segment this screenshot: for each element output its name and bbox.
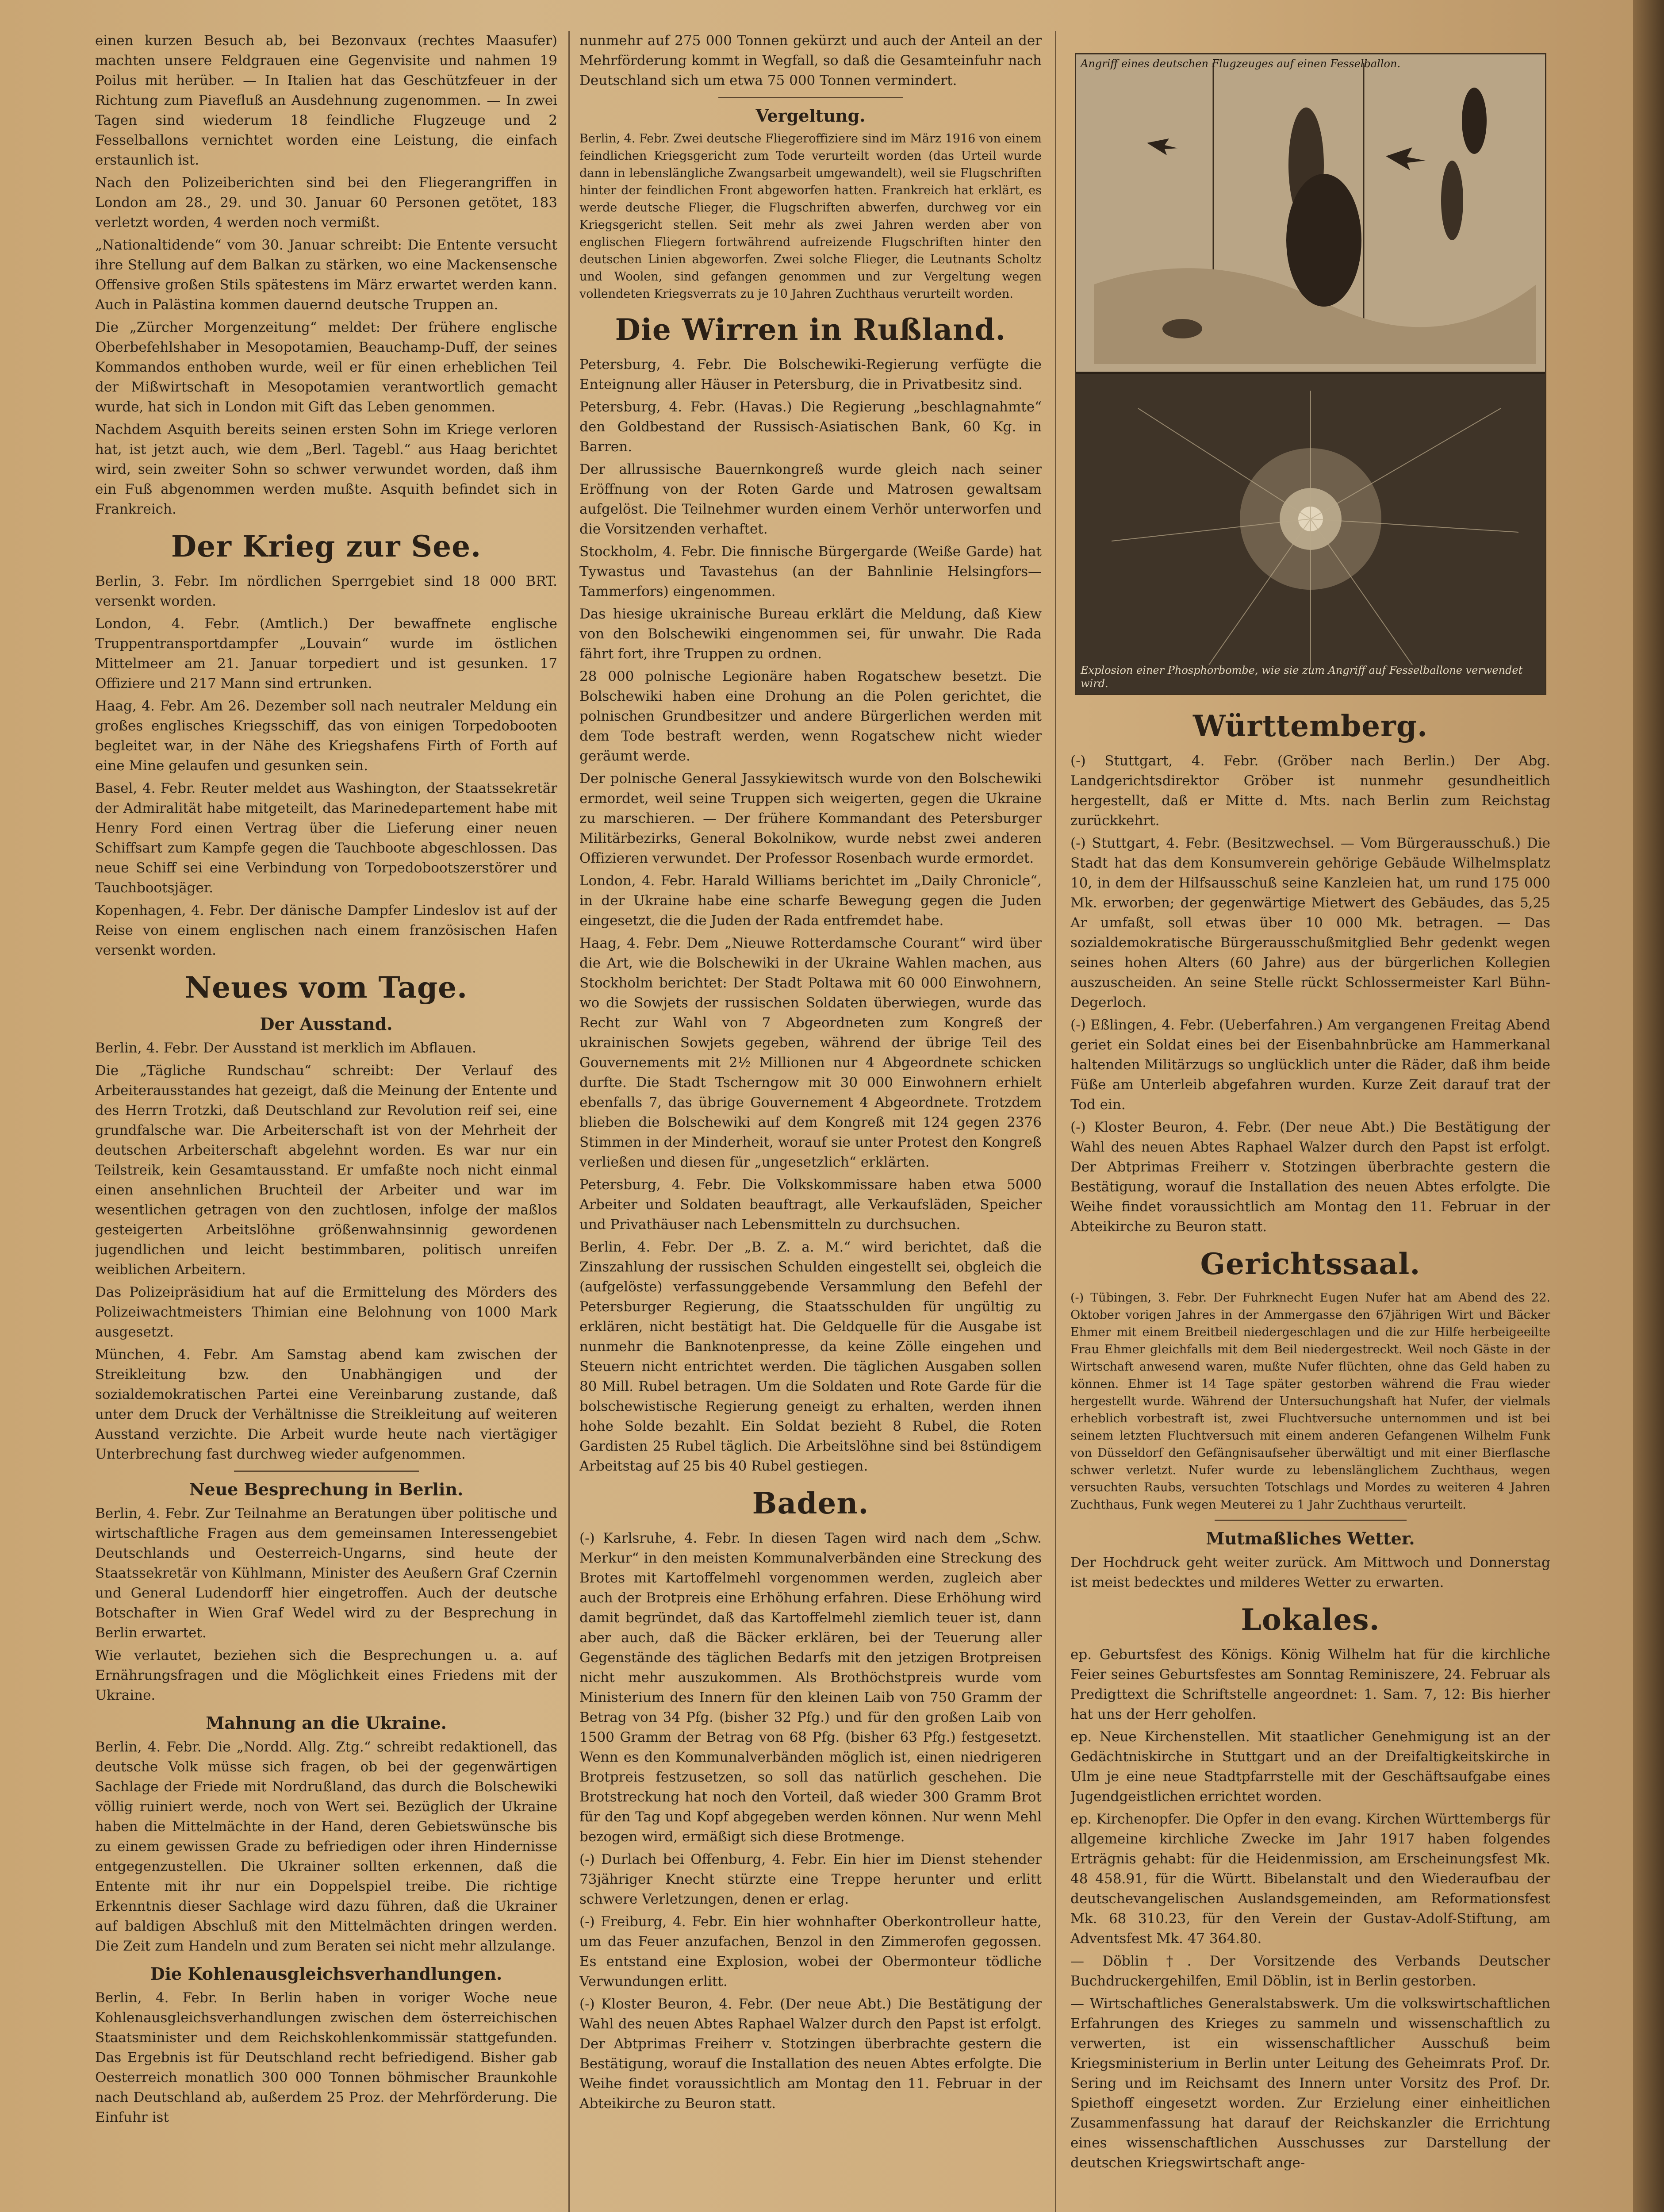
article-paragraph: Berlin, 4. Febr. Der Ausstand ist merklich im Abflauen. [95,1040,476,1056]
divider [1215,1520,1407,1521]
illustration-caption: Explosion einer Phosphorbombe, wie sie zum Angriff auf Fesselballone verwendet wird. [1081,664,1523,690]
article-paragraph: ep. Geburtsfest des Königs. König Wilhelm hat für die kirchliche Feier seines Geburtsfestes am Sonntag Reminiszere, 24. Februar als Predigttext die Schriftstelle angeordnet: 1. Sam. 7, 12: Bis hierher hat uns der Herr geholfen. [1070,1647,1550,1722]
illustration-caption: Angriff eines deutschen Flugzeuges auf einen Fesselballon. [1081,58,1401,70]
article-paragraph: Berlin, 4. Febr. Zur Teilnahme an Beratungen über politische und wirtschaftliche Fragen aus dem gemeinsamen Interessengebiet Deutschlands und Oesterreich-Ungarns, sind heute der Staatssekretär von Kühlmann, Minister des Aeußern Graf Czernin und General Ludendorff hier eingetroffen. Auch der deutsche Botschafter in Wien Graf Wedel wird zu der Besprechung in Berlin erwartet. [95,1505,557,1641]
article-paragraph: Der Hochdruck geht weiter zurück. Am Mittwoch und Donnerstag ist meist bedecktes und milderes Wetter zu erwarten. [1070,1555,1550,1590]
article-paragraph: Kopenhagen, 4. Febr. Der dänische Dampfer Lindeslov ist auf der Reise von einem englischen nach einem französischen Hafen versenkt worden. [95,902,557,958]
article-paragraph: Nach den Polizeiberichten sind bei den Fliegerangriffen in London am 28., 29. und 30. Januar 60 Personen getötet, 183 verletzt worden, 4 werden noch vermißt. [95,175,557,230]
column-rule [568,31,570,2212]
column-3 [1070,699,1550,2212]
article-paragraph: Die „Tägliche Rundschau“ schreibt: Der Verlauf des Arbeiterausstandes hat gezeigt, daß die Meinung der Entente und des Herrn Trotzki, daß Deutschland zur Revolution reif sei, eine grundfalsche war. Die Arbeiterschaft ist von der Mehrheit der deutschen Arbeiterschaft abgelehnt worden. Es war nur ein Teilstreik, kein Gesamtausstand. Er umfaßte noch nicht einmal einen ansehnlichen Bruchteil der Arbeiter und war im wesentlichen getragen von den zuchtlosen, infolge der maßlos gesteigerten Arbeitslöhne größenwahnsinnig gewordenen jugendlichen und leicht bestimmbaren, politisch unreifen weiblichen Arbeitern. [95,1063,557,1278]
article-paragraph: Berlin, 4. Febr. Der „B. Z. a. M.“ wird berichtet, daß die Zinszahlung der russischen Schulden eingestellt sei, obgleich die (aufgelöste) verfassunggebende Versammlung den Befehl der Petersburger Regierung, die Staatsschulden für ungültig zu erklären, nicht bestätigt hat. Die Geldquelle für die Ausgabe ist nunmehr die Banknotenpresse, da keine Zölle eingehen und Steuern nicht entrichtet werden. Die täglichen Ausgaben sollen 80 Mill. Rubel betragen. Um die Soldaten und Rote Garde für die bolschewistische Regierung geneigt zu erhalten, werden ihnen hohe Solde bezahlt. Ein Soldat bezieht 8 Rubel, die Roten Gardisten 25 Rubel täglich. Die Arbeitslöhne sind bei 8stündigem Arbeitstag auf 25 bis 40 Rubel gestiegen. [579,1239,1042,1474]
section-heading: Neues vom Tage. [184,970,468,1005]
article-paragraph: Stockholm, 4. Febr. Die finnische Bürgergarde (Weiße Garde) hat Tywastus und Tavastehus (an der Bahnlinie Helsingfors—Tammerfors) eingenommen. [579,544,1042,599]
article-paragraph: Berlin, 4. Febr. Die „Nordd. Allg. Ztg.“ schreibt redaktionell, das deutsche Volk müsse sich fragen, ob bei der gegenwärtigen Sachlage der Friede mit Nordrußland, das durch die Bolschewiki völlig ruiniert werde, noch von Wert sei. Bezüglich der Ukraine haben die Mittelmächte in der Hand, deren Gebietswünsche bis zu einem gewissen Grade zu befriedigen oder ihren Hindernisse entgegenzustellen. Die Ukrainer sollten erkennen, daß die Entente mit ihr nur ein Doppelspiel treibe. Die richtige Erkenntnis dieser Sachlage wird dazu führen, daß die Ukrainer auf baldigen Abschluß mit den Mittelmächten dringen werden. Die Zeit zum Handeln und zum Beraten sei nicht mehr allzulange. [95,1739,557,1954]
sub-heading: Mahnung an die Ukraine. [206,1713,447,1733]
article-paragraph: (-) Durlach bei Offenburg, 4. Febr. Ein hier im Dienst stehender 73jähriger Knecht stürzte eine Treppe herunter und erlitt schwere Verletzungen, denen er erlag. [579,1851,1042,1907]
article-paragraph: (-) Kloster Beuron, 4. Febr. (Der neue Abt.) Die Bestätigung der Wahl des neuen Abtes Raphael Walzer durch den Papst ist erfolgt. Der Abtprimas Freiherr v. Stotzingen überbrachte gestern die Bestätigung, worauf die Installation des neuen Abtes erfolgte. Die Weihe findet voraussichtlich am Montag den 11. Februar in der Abteikirche zu Beuron statt. [579,1996,1042,2112]
article-paragraph: ep. Neue Kirchenstellen. Mit staatlicher Genehmigung ist an der Gedächtniskirche in Stuttgart und an der Dreifaltigkeitskirche in Ulm je eine neue Stadtpfarrstelle mit der Geschäftsaufgabe eines Jugendgeistlichen errichtet worden. [1070,1729,1550,1805]
article-paragraph: Die „Zürcher Morgenzeitung“ meldet: Der frühere englische Oberbefehlshaber in Mesopotamien, Beauchamp-Duff, der seines Kommandos enthoben wurde, weil er für einen erheblichen Teil der Mißwirtschaft in Mesopotamien verantwortlich gemacht wurde, hat sich in London mit Gift das Leben genommen. [95,319,557,415]
sub-heading: Neue Besprechung in Berlin. [189,1479,464,1499]
article-paragraph: nunmehr auf 275 000 Tonnen gekürzt und auch der Anteil an der Mehrförderung kommt in Wegfall, so daß die Gesamteinfuhr nach Deutschland sich um etwa 75 000 Tonnen vermindert. [579,33,1042,88]
article-paragraph: (-) Eßlingen, 4. Febr. (Ueberfahren.) Am vergangenen Freitag Abend geriet ein Soldat eines bei der Eisenbahnbrücke am Hammerkanal haltenden Militärzugs so unglücklich unter die Räder, daß ihm beide Füße am Unterleib abgefahren wurden. Kurze Zeit darauf trat der Tod ein. [1070,1017,1550,1113]
illustration-image [1076,54,1545,694]
article-paragraph: Das Polizeipräsidium hat auf die Ermittelung des Mörders des Polizeiwachtmeisters Thimian eine Belohnung von 1000 Mark ausgesetzt. [95,1284,557,1340]
article-paragraph: Nachdem Asquith bereits seinen ersten Sohn im Kriege verloren hat, ist jetzt auch, wie dem „Berl. Tagebl.“ aus Haag berichtet wird, sein zweiter Sohn so schwer verwundet worden, daß ihm ein Fuß abgenommen werden mußte. Asquith befindet sich in Frankreich. [95,422,557,517]
article-paragraph: — Döblin †. Der Vorsitzende des Verbands Deutscher Buchdruckergehilfen, Emil Döblin, ist in Berlin gestorben. [1070,1953,1550,1989]
article-paragraph: — Wirtschaftliches Generalstabswerk. Um die volkswirtschaftlichen Erfahrungen des Krieges zu sammeln und wissenschaftlich zu verwerten, ist ein wissenschaftlicher Ausschuß beim Kriegsministerium in Berlin unter Leitung des Geheimrats Prof. Dr. Sering und im Reichsamt des Innern unter Vorsitz des Prof. Dr. Spiethoff eingesetzt worden. Zur Erzielung einer einheitlichen Zusammenfassung hat darauf der Reichskanzler die Errichtung eines wissenschaftlichen Ausschusses zur Darstellung der deutschen Kriegswirtschaft ange- [1070,1996,1550,2171]
article-paragraph: Der polnische General Jassykiewitsch wurde von den Bolschewiki ermordet, weil seine Truppen sich weigerten, gegen die Ukraine zu marschieren. — Der frühere Kommandant des Petersburger Militärbezirks, General Bokolnikow, wurde nebst zwei anderen Offizieren verwundet. Der Professor Rosenbach wurde ermordet. [579,771,1042,866]
section-heading: Die Wirren in Rußland. [615,312,1006,347]
article-paragraph: Das hiesige ukrainische Bureau erklärt die Meldung, daß Kiew von den Bolschewiki eingenommen sei, für unwahr. Die Rada fährt fort, ihre Truppen zu ordnen. [579,606,1042,662]
article-paragraph: Petersburg, 4. Febr. (Havas.) Die Regierung „beschlagnahmte“ den Goldbestand der Russisch-Asiatischen Bank, 60 Kg. in Barren. [579,399,1042,455]
column-2 [579,31,1042,2212]
article-paragraph: (-) Freiburg, 4. Febr. Ein hier wohnhafter Oberkontrolleur hatte, um das Feuer anzufachen, Benzol in den Zimmerofen gegossen. Es entstand eine Explosion, wobei der Obermonteur tödliche Verwundungen erlitt. [579,1914,1042,1989]
illustration [1075,53,1546,695]
article-paragraph: London, 4. Febr. (Amtlich.) Der bewaffnete englische Truppentransportdampfer „Louvain“ wurde im östlichen Mittelmeer am 21. Januar torpediert und ist gesunken. 17 Offiziere und 217 Mann sind ertrunken. [95,616,557,691]
section-heading: Württemberg. [1192,709,1428,743]
article-paragraph: Berlin, 3. Febr. Im nördlichen Sperrgebiet sind 18 000 BRT. versenkt worden. [95,573,557,609]
article-paragraph: einen kurzen Besuch ab, bei Bezonvaux (rechtes Maasufer) machten unsere Feldgrauen eine Gegenvisite und nahmen 19 Poilus mit herüber. — In Italien hat das Geschützfeuer in der Richtung zum Piavefluß an Ausdehnung zugenommen. — In zwei Tagen sind wiederum 18 feindliche Flugzeuge und 2 Fesselballons vernichtet worden eine Leistung, die einfach erstaunlich ist. [95,33,557,168]
article-paragraph: (-) Kloster Beuron, 4. Febr. (Der neue Abt.) Die Bestätigung der Wahl des neuen Abtes Raphael Walzer durch den Papst ist erfolgt. Der Abtprimas Freiherr v. Stotzingen überbrachte gestern die Bestätigung, worauf die Installation des neuen Abtes erfolgte. Die Weihe findet voraussichtlich am Montag den 11. Februar in der Abteikirche zu Beuron statt. [1070,1119,1550,1235]
article-paragraph: ep. Kirchenopfer. Die Opfer in den evang. Kirchen Württembergs für allgemeine kirchliche Zwecke im Jahr 1917 haben folgendes Erträgnis gehabt: für die Heidenmission, am Erscheinungsfest Mk. 48 458.91, für die Württ. Bibelanstalt und den Wiederaufbau der deutschevangelischen Auslandsgemeinden, am Reformationsfest Mk. 68 310.23, für den Verein der Gustav-Adolf-Stiftung, am Adventsfest Mk. 47 364.80. [1070,1811,1550,1947]
article-paragraph: Der allrussische Bauernkongreß wurde gleich nach seiner Eröffnung von der Roten Garde und Matrosen gewaltsam aufgelöst. Die Teilnehmer wurden einem Verhör unterworfen und die Vorsitzenden verhaftet. [579,461,1042,537]
article-paragraph: „Nationaltidende“ vom 30. Januar schreibt: Die Entente versucht ihre Stellung auf dem Balkan zu stärken, wo eine Mackensensche Offensive großen Stils spätestens im März erwartet werden kann. Auch in Palästina kommen dauernd deutsche Truppen an. [95,237,557,313]
article-paragraph: Wie verlautet, beziehen sich die Besprechungen u. a. auf Ernährungsfragen und die Möglichkeit eines Friedens mit der Ukraine. [95,1647,557,1703]
divider [234,1471,419,1472]
sub-heading: Die Kohlenausgleichsverhandlungen. [150,1964,502,1984]
sub-heading: Vergeltung. [755,106,866,126]
article-paragraph: Petersburg, 4. Febr. Die Volkskommissare haben etwa 5000 Arbeiter und Soldaten beauftragt, alle Verkaufsläden, Speicher und Privathäuser nach Lebensmitteln zu durchsuchen. [579,1177,1042,1233]
section-heading: Lokales. [1241,1602,1380,1637]
article-paragraph: (-) Karlsruhe, 4. Febr. In diesen Tagen wird nach dem „Schw. Merkur“ in den meisten Kommunalverbänden eine Streckung des Brotes mit Kartoffelmehl vorgenommen werden, zugleich aber auch der Brotpreis eine Erhöhung erfahren. Diese Erhöhung wird damit begründet, daß das Kartoffelmehl ziemlich teuer ist, dann aber auch, daß die Bäcker erklären, bei der Teuerung aller Gegenstände des täglichen Bedarfs mit den jetzigen Brotpreisen nicht mehr auszukommen. Als Brothöchstpreis wurde vom Ministerium des Innern für den kleinen Laib von 750 Gramm der Betrag von 34 Pfg. (bisher 32 Pfg.) und für den großen Laib von 1500 Gramm der Betrag von 68 Pfg. (bisher 63 Pfg.) festgesetzt. Wenn es den Kommunalverbänden möglich ist, einen niedrigeren Brotpreis festzusetzen, so soll das natürlich geschehen. Die Brotstreckung hat noch den Vorteil, daß wieder 300 Gramm Brot für den Tag und Kopf abgegeben werden können. Nur wenn Mehl bezogen wird, ermäßigt sich diese Brotmenge. [579,1530,1042,1845]
article-paragraph: Petersburg, 4. Febr. Die Bolschewiki-Regierung verfügte die Enteignung aller Häuser in Petersburg, die in Privatbesitz sind. [579,357,1042,392]
article-paragraph: Berlin, 4. Febr. In Berlin haben in voriger Woche neue Kohlenausgleichsverhandlungen zwischen dem österreichischen Staatsminister und dem Reichskohlenkommissär stattgefunden. Das Ergebnis ist für Deutschland recht befriedigend. Bisher gab Oesterreich monatlich 300 000 Tonnen böhmischer Braunkohle nach Deutschland ab, außerdem 25 Proz. der Mehrförderung. Die Einfuhr ist [95,1990,557,2125]
article-paragraph: (-) Tübingen, 3. Febr. Der Fuhrknecht Eugen Nufer hat am Abend des 22. Oktober vorigen Jahres in der Ammergasse den 67jährigen Wirt und Bäcker Ehmer mit einem Breitbeil niedergeschlagen und die zur Hilfe herbeigeeilte Frau Ehmer gleichfalls mit dem Beil niedergestreckt. Weil noch Gäste in der Wirtschaft anwesend waren, mußte Nufer flüchten, ohne das Geld haben zu können. Ehmer ist 14 Tage später gestorben während die Frau wieder hergestellt wurde. Während der Untersuchungshaft hat Nufer, der vielmals erheblich vorbestraft ist, zwei Fluchtversuche unternommen und ist bei seinem letzten Fluchtversuch mit einem anderen Gefangenen Wilhelm Funk von Düsseldorf den Gefängnisaufseher überwältigt und mit einer Bierflasche schwer verletzt. Nufer wurde zu lebenslänglichem Zuchthaus, wegen versuchten Raubs, versuchten Totschlags und Mordes zu weiteren 4 Jahren Zuchthaus, Funk wegen Meuterei zu 1 Jahr Zuchthaus verurteilt. [1070,1291,1550,1512]
column-1 [95,31,557,2212]
article-paragraph: Haag, 4. Febr. Dem „Nieuwe Rotterdamsche Courant“ wird über die Art, wie die Bolschewiki in der Ukraine Wahlen machen, aus Stockholm berichtet: Der Stadt Poltawa mit 60 000 Einwohnern, wo die Sowjets der russischen Soldaten überwiegen, wurde das Recht zur Wahl von 7 Abgeordneten zum Kongreß der ukrainischen Sowjets gegeben, während der übrige Teil des Gouvernements mit 2½ Millionen nur 4 Abgeordnete schicken durfte. Die Stadt Tscherngow mit 30 000 Einwohnern erhielt ebenfalls 7, das übrige Gouvernement 4 Abgeordnete. Trotzdem blieben die Bolschewiki auf dem Kongreß mit 124 gegen 2376 Stimmen in der Minderheit, worauf sie unter Protest den Kongreß verließen und diesen für „ungesetzlich“ erklärten. [579,935,1042,1170]
sub-heading: Der Ausstand. [260,1014,393,1034]
article-paragraph: London, 4. Febr. Harald Williams berichtet im „Daily Chronicle“, in der Ukraine habe eine scharfe Bewegung gegen die Juden eingesetzt, die die Juden der Rada entfremdet habe. [579,873,1042,929]
article-paragraph: Haag, 4. Febr. Am 26. Dezember soll nach neutraler Meldung ein großes englisches Kriegsschiff, das von einigen Torpedobooten begleitet war, in der Nähe des Kriegshafens Firth of Forth auf eine Mine gelaufen und gesunken sein. [95,698,557,774]
section-heading: Der Krieg zur See. [171,529,482,564]
section-heading: Baden. [752,1486,869,1521]
article-paragraph: München, 4. Febr. Am Samstag abend kam zwischen der Streikleitung bzw. den Unabhängigen und der sozialdemokratischen Partei eine Vereinbarung zustande, daß unter dem Druck der Verhältnisse die Streikleitung auf weiteren Ausstand verzichte. Die Arbeit wurde heute nach viertägiger Unterbrechung fast durchweg wieder aufgenommen. [95,1347,557,1462]
section-heading: Gerichtssaal. [1200,1247,1421,1281]
article-paragraph: (-) Stuttgart, 4. Febr. (Gröber nach Berlin.) Der Abg. Landgerichtsdirektor Gröber ist nunmehr gesundheitlich hergestellt, daß er Mitte d. Mts. nach Berlin zum Reichstag zurückkehrt. [1070,753,1550,829]
page-edge [1633,0,1664,2212]
article-paragraph: 28 000 polnische Legionäre haben Rogatschew besetzt. Die Bolschewiki haben eine Drohung an die Polen gerichtet, die polnischen Grundbesitzer und andere Bürgerlichen werden mit dem Tode bestraft werden, wenn Rogatschew nicht wieder geräumt werde. [579,668,1042,764]
article-paragraph: Berlin, 4. Febr. Zwei deutsche Fliegeroffiziere sind im März 1916 von einem feindlichen Kriegsgericht zum Tode verurteilt worden (das Urteil wurde dann in lebenslängliche Zwangsarbeit umgewandelt), weil sie Flugschriften hinter der feindlichen Front abgeworfen hatten. Frankreich hat erklärt, es werde deutsche Flieger, die Flugschriften abwerfen, durchweg vor ein Kriegsgericht stellen. Seit mehr als zwei Jahren werden aber von englischen Fliegern fortwährend aufreizende Flugschriften hinter den deutschen Linien abgeworfen. Zwei solche Flieger, die Leutnants Scholtz und Woolen, sind gefangen genommen und zur Vergeltung wegen vollendeten Kriegsverrats zu je 10 Jahren Zuchthaus verurteilt worden. [579,132,1042,301]
column-rule [1055,31,1056,2212]
article-paragraph: (-) Stuttgart, 4. Febr. (Besitzwechsel. — Vom Bürgerausschuß.) Die Stadt hat das dem Konsumverein gehörige Gebäude Wilhelmsplatz 10, in dem der Hilfsausschuß seine Kanzleien hat, um rund 175 000 Mk. erworben; der gegenwärtige Mietwert des Gebäudes, das 5,25 Ar umfaßt, soll etwas über 10 000 Mk. betragen. — Das sozialdemokratische Bürgerausschußmitglied Behr gedenkt wegen seines hohen Alters (60 Jahre) aus der bürgerlichen Kollegien auszuscheiden. An seine Stelle rückt Schlossermeister Karl Bühn-Degerloch. [1070,835,1550,1010]
sub-heading: Mutmaßliches Wetter. [1206,1528,1415,1548]
article-paragraph: Basel, 4. Febr. Reuter meldet aus Washington, der Staatssekretär der Admiralität habe mitgeteilt, das Marinedepartement habe mit Henry Ford einen Vertrag über die Lieferung einer neuen Schiffsart zum Kampfe gegen die Tauchboote abgeschlossen. Das neue Schiff sei eine Verbindung von Torpedobootszerstörer und Tauchbootsjäger. [95,780,557,896]
divider [718,97,903,98]
